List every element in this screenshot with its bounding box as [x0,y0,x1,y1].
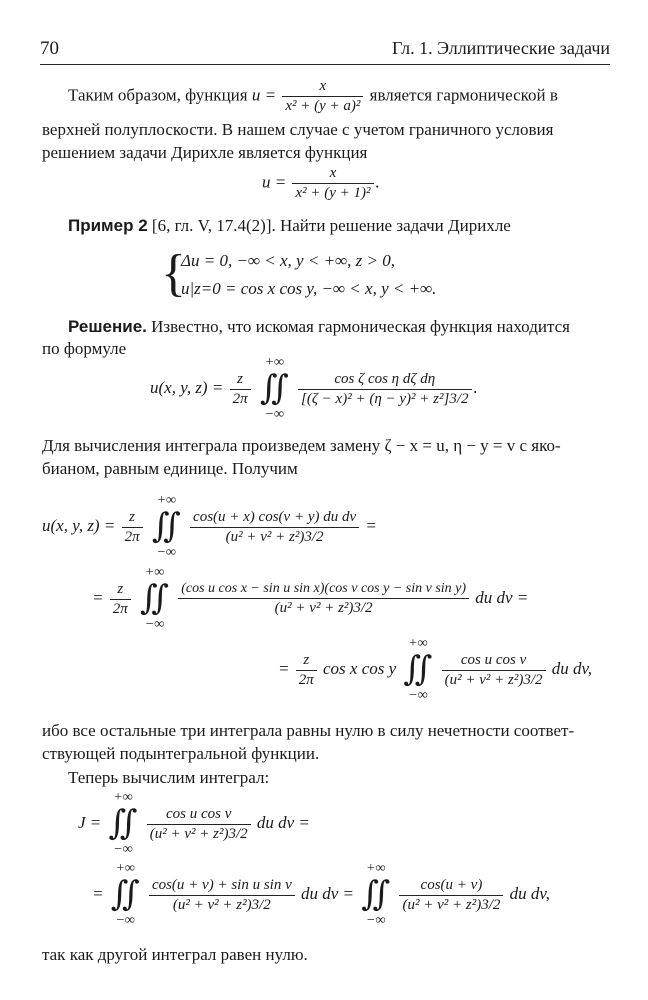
page-number: 70 [40,38,59,59]
equation-substitution-3: = $\frac{z}{2\pi}$ cos x cos y +∞ ∬ −∞ $\frac{\text{cos u cos v}}{\text{(u² + v² + z²)3/2}}$ du dv, [278,636,593,703]
double-integral-icon: +∞ ∬ −∞ [151,493,177,560]
equation-integral-J-simplified: = +∞ ∬ −∞ $\frac{\text{cos(u + v) + sin u sin v}}{\text{(u² + v² + z²)3/2}}$ du dv = +∞ ∬ −∞ $\frac{\cos(u + v)}{\text{(u² + v² + z²)3/2}}$ du dv, [92,861,550,928]
system-row-boundary: u|z=0 = cos x cos y, −∞ < x, y < +∞. [181,279,437,298]
double-integral-icon: +∞ ∬ −∞ [108,790,133,857]
paragraph-1-line-2: верхней полуплоскости. В нашем случае с учетом граничного условия [42,120,554,139]
paragraph-4-line-1: ибо все остальные три интеграла равны нулю в силу нечетности соответ- [42,721,575,740]
paragraph-1-line-1: Таким образом, функция u = $\frac{x}{\text{x² + (y + a)²}}$ является гармонической в [68,78,558,114]
paragraph-5: Теперь вычислим интеграл: [68,768,270,787]
solution-line-2: по формуле [42,339,127,358]
double-integral-icon: +∞ ∬ −∞ [403,636,428,703]
page-header [40,38,610,66]
header-rule [40,64,610,65]
equation-poisson-formula: u(x, y, z) = $\frac{z}{2\pi}$ +∞ ∬ −∞ $\frac{\text{cos ζ cos η dζ dη}}{\text{[(ζ − x)² + (η − y)² + z²]3/2}}$ . [150,355,478,422]
system-row-laplace: Δu = 0, −∞ < x, y < +∞, z > 0, [181,251,396,270]
double-integral-icon: +∞ ∬ −∞ [140,565,165,632]
double-integral-icon: +∞ ∬ −∞ [361,861,386,928]
double-integral-icon: +∞ ∬ −∞ [110,861,135,928]
example-heading: Пример 2 [6, гл. V, 17.4(2)]. Найти решение задачи Дирихле [68,216,511,235]
equation-integral-J: J = +∞ ∬ −∞ $\frac{\text{cos u cos v}}{\text{(u² + v² + z²)3/2}}$ du dv = [78,790,310,857]
paragraph-6: так как другой интеграл равен нулю. [42,945,308,964]
system-brace: { [161,245,186,302]
equation-solution-halfplane: u = $\frac{x}{\text{x² + (y + 1)²}}$ . [262,165,380,201]
solution-line-1: Решение. Известно, что искомая гармоническая функция находится [68,317,570,336]
harmonic-fraction: $\frac{x}{\text{x² + (y + a)²}}$ [282,78,363,115]
equation-substitution-1: u(x, y, z) = $\frac{z}{2\pi}$ +∞ ∬ −∞ $\frac{\text{cos(u + x) cos(v + y) du dv}}{\text{(u² + v² + z²)3/2}}$ = [42,493,377,560]
paragraph-4-line-2: ствующей подынтегральной функции. [42,744,320,763]
paragraph-1-line-3: решением задачи Дирихле является функция [42,143,368,162]
paragraph-3-line-1: Для вычисления интеграла произведем замену ζ − x = u, η − y = v с яко- [42,436,561,455]
double-integral-icon: +∞ ∬ −∞ [259,355,285,422]
chapter-title: Гл. 1. Эллиптические задачи [392,38,610,58]
equation-substitution-2: = $\frac{z}{2\pi}$ +∞ ∬ −∞ $\frac{\text{(cos u cos x − sin u sin x)(cos v cos y − sin v sin y)}}{\text{(u² + v² + z²)3/2}}$ du dv = [92,565,529,632]
paragraph-3-line-2: бианом, равным единице. Получим [42,459,298,478]
